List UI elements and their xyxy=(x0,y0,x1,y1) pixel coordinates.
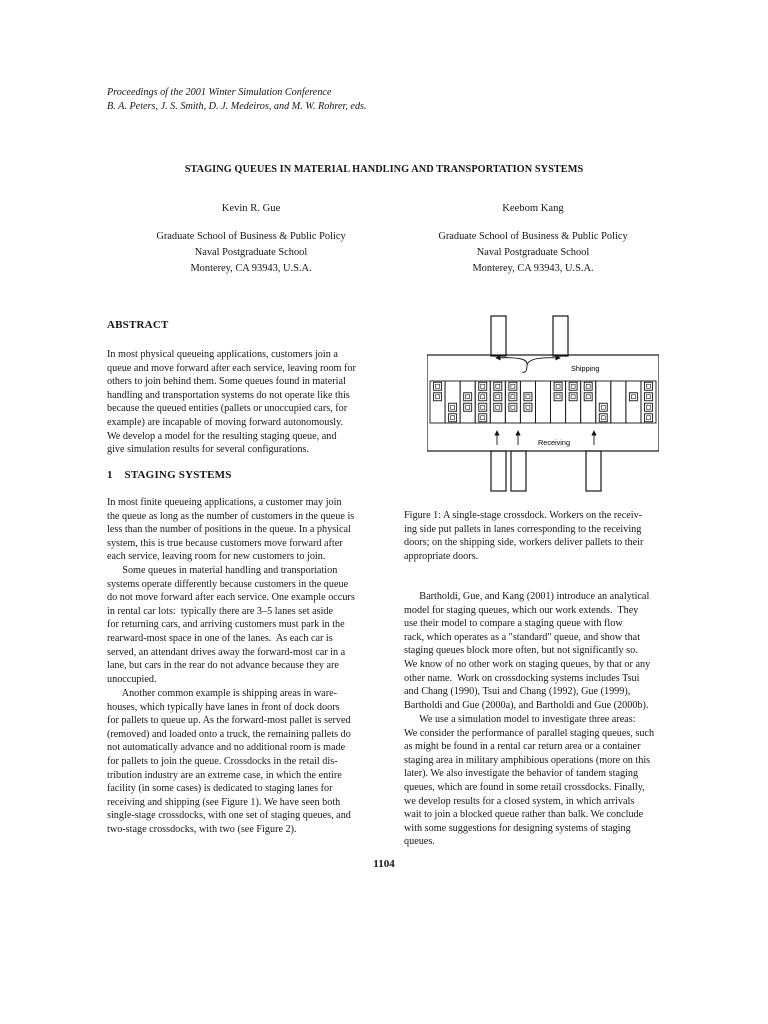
receiving-label: Receiving xyxy=(538,438,571,447)
pallet xyxy=(479,414,487,422)
body-paragraph: Bartholdi, Gue, and Kang (2001) introduce an analytical model for staging queues, which our work extends. They use their model to compare a staging queue with flow rack, which operates as a "standard" queue, and show that staging queues block more often, but not significantly so. We know of no other work on staging queues, by that or any other name. Work on crossdocking systems includes Tsui and Chang (1990), Tsui and Chang (1992), Gue (1999), Bartholdi and Gue (2000a), and Bartholdi and Gue (2000b). xyxy=(404,591,651,711)
proceedings-line: Proceedings of the 2001 Winter Simulation Conference xyxy=(107,87,332,98)
pallet xyxy=(479,382,487,390)
abstract-heading: ABSTRACT xyxy=(107,319,169,331)
pallet xyxy=(554,382,562,390)
pallet xyxy=(494,393,502,401)
pallet xyxy=(569,393,577,401)
pallet xyxy=(494,382,502,390)
proceedings-header xyxy=(107,86,367,113)
pallet xyxy=(494,403,502,411)
staging-lane xyxy=(520,381,535,423)
staging-lane xyxy=(626,381,641,423)
paper-title: STAGING QUEUES IN MATERIAL HANDLING AND TRANSPORTATION SYSTEMS xyxy=(184,164,584,175)
pallet xyxy=(584,382,592,390)
pallet xyxy=(509,403,517,411)
pallet xyxy=(524,393,532,401)
author-affiliation-2: Graduate School of Business & Public Policy Naval Postgraduate School Monterey, CA 93943, U.S.A. xyxy=(438,231,628,274)
pallet xyxy=(644,414,652,422)
pallet xyxy=(509,382,517,390)
pallet xyxy=(479,393,487,401)
pallet xyxy=(524,403,532,411)
author-name-1: Kevin R. Gue xyxy=(221,203,281,214)
pallet xyxy=(464,393,472,401)
pallet xyxy=(479,403,487,411)
crossdock-building xyxy=(427,355,659,451)
shipping-arrow-icon xyxy=(527,358,560,365)
pallet xyxy=(449,414,457,422)
staging-lane xyxy=(460,381,475,423)
body-paragraph: We use a simulation model to investigate three areas: We consider the performance of parallel staging queues, such as might be found in a rental car return area or a container staging area in military amphibious operations (more on this later). We also investigate the behavior of tandem staging queues, which are found in some retail crossdocks. Finally, we develop results for a closed system, in which arrivals wait to join a blocked queue rather than balk. We conclude with some suggestions for designing systems of staging queues. xyxy=(404,714,655,848)
pallet xyxy=(599,403,607,411)
pallet xyxy=(644,382,652,390)
editors-line: B. A. Peters, J. S. Smith, D. J. Medeiros, and M. W. Rohrer, eds. xyxy=(107,100,367,112)
crossdock-figure xyxy=(427,314,659,496)
author-affiliation-1: Graduate School of Business & Public Policy Naval Postgraduate School Monterey, CA 93943, U.S.A. xyxy=(156,231,346,274)
pallet xyxy=(449,403,457,411)
shipping-door xyxy=(491,316,506,356)
receiving-door xyxy=(491,451,506,491)
pallet xyxy=(434,393,442,401)
pallet xyxy=(584,393,592,401)
crossdock-diagram xyxy=(427,314,659,496)
pallet xyxy=(599,414,607,422)
pallet xyxy=(629,393,637,401)
shipping-arrow-icon xyxy=(496,358,527,373)
section-heading: 1 STAGING SYSTEMS xyxy=(107,469,232,481)
pallet xyxy=(554,393,562,401)
shipping-door xyxy=(553,316,568,356)
page-number: 1104 xyxy=(373,858,395,870)
pallet xyxy=(434,382,442,390)
staging-lane xyxy=(535,381,550,423)
pallet xyxy=(569,382,577,390)
author-name-2: Keebom Kang xyxy=(502,203,564,214)
pallet xyxy=(509,393,517,401)
pallet xyxy=(644,403,652,411)
staging-lane xyxy=(611,381,626,423)
body-paragraph: Another common example is shipping areas in ware- houses, which typically have lanes in front of dock doors for pallets to queue up. As the forward-most pallet is served (removed) and loaded onto a truck, the remaining pallets do not automatically advance and no additional room is made for pallets to join the queue. Crossdocks in the retail dis- tribution industry are an extreme case, in which the entire facility (in some cases) is dedicated to staging lanes for receiving and shipping (see Figure 1). We have seen both single-stage crossdocks, with one set of staging queues, and two-stage crossdocks, with two (see Figure 2). xyxy=(107,688,351,835)
figure-caption: Figure 1: A single-stage crossdock. Workers on the receiv- ing side put pallets in lanes corresponding to the receiving doors; on the shipping side, workers deliver pallets to their appropriate doors. xyxy=(404,510,644,562)
receiving-door xyxy=(586,451,601,491)
body-paragraph: In most finite queueing applications, a customer may join the queue as long as the number of customers in the queue is less than the number of positions in the queue. In a physical system, this is true because customers move forward after each service, leaving room for new customers to join. xyxy=(107,497,355,563)
staging-lanes xyxy=(430,381,656,423)
pallet xyxy=(464,403,472,411)
receiving-door xyxy=(511,451,526,491)
shipping-label: Shipping xyxy=(571,364,600,373)
abstract-text: In most physical queueing applications, customers join a queue and move forward after each service, leaving room for others to join behind them. Some queues found in material handling and transportation systems do not operate like this because the queued entities (pallets or unoccupied cars, for example) are incapable of moving forward autonomously. We develop a model for the resulting staging queue, and give simulation results for several configurations. xyxy=(107,349,356,456)
body-paragraph: Some queues in material handling and transportation systems operate differently because customers in the queue do not move forward after each service. One example occurs in rental car lots: typically there are 3–5 lanes set aside for returning cars, and arriving customers must park in the rearward-most space in one of the lanes. As each car is served, an attendant drives away the forward-most car in a lane, but cars in the rear do not advance because they are unoccupied. xyxy=(107,565,355,685)
pallet xyxy=(644,393,652,401)
